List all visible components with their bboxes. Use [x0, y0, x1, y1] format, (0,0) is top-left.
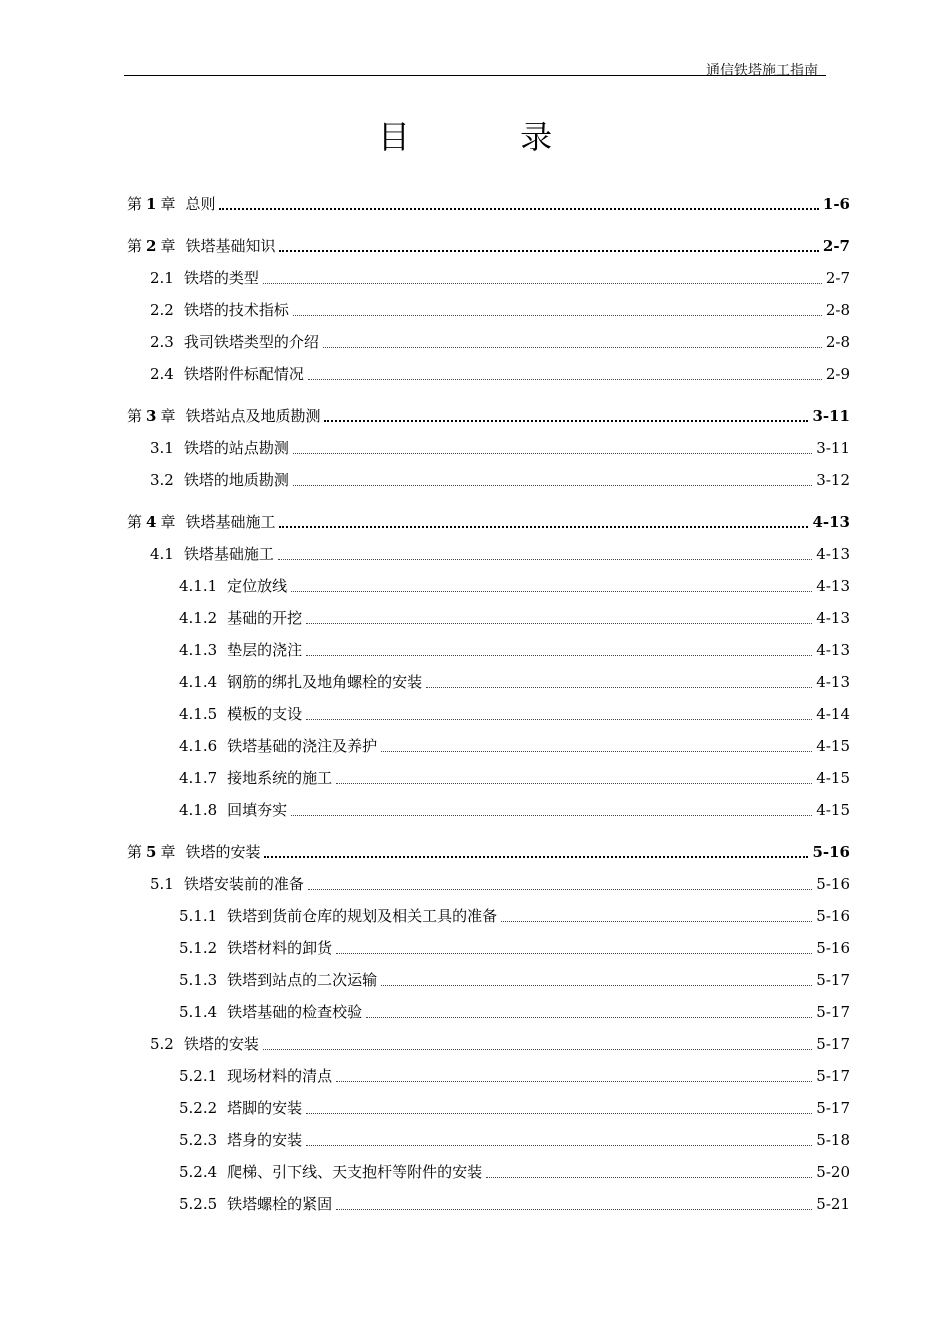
toc-entry[interactable] [150, 542, 850, 564]
toc-entry[interactable] [179, 702, 850, 724]
toc-entry-number: 5.1 [150, 875, 174, 893]
toc-entry-title: 塔身的安装 [227, 1131, 303, 1149]
toc-entry-page: 5-17 [816, 971, 850, 989]
dot-leader [308, 379, 822, 380]
dot-leader [291, 591, 812, 592]
toc-entry[interactable] [179, 734, 850, 756]
toc-entry-page: 5-17 [816, 1099, 850, 1117]
dot-leader [279, 526, 808, 528]
toc-entry-page: 4-15 [816, 801, 850, 819]
toc-entry-page: 5-18 [816, 1131, 850, 1149]
toc-entry[interactable] [127, 404, 850, 426]
toc-entry-page: 2-7 [822, 237, 850, 255]
dot-leader [486, 1177, 812, 1178]
toc-entry[interactable] [179, 670, 850, 692]
chapter-suffix: 章 [160, 237, 176, 255]
toc-entry-title: 塔脚的安装 [227, 1099, 303, 1117]
toc-entry-title: 定位放线 [227, 577, 288, 595]
dot-leader [501, 921, 812, 922]
toc-entry-number: 4.1.4 [179, 673, 218, 691]
dot-leader [279, 250, 818, 252]
toc-entry-number: 5.2.5 [179, 1195, 218, 1213]
chapter-prefix: 第 [127, 237, 143, 255]
chapter-prefix: 第 [127, 513, 143, 531]
toc-entry-title: 回填夯实 [227, 801, 288, 819]
toc-entry[interactable] [179, 904, 850, 926]
toc-entry-title: 铁塔的站点勘测 [183, 439, 289, 457]
toc-entry-number [127, 842, 175, 862]
toc-entry[interactable] [127, 510, 850, 532]
toc-entry-page: 2-7 [825, 269, 850, 287]
toc-entry[interactable] [179, 936, 850, 958]
toc-entry-page: 3-12 [816, 471, 850, 489]
toc-entry-title: 铁塔的地质勘测 [183, 471, 289, 489]
toc-entry[interactable] [179, 1128, 850, 1150]
toc-entry-title: 基础的开挖 [227, 609, 303, 627]
toc-entry-number: 2.3 [150, 333, 174, 351]
toc-entry[interactable] [150, 298, 850, 320]
dot-leader [291, 815, 812, 816]
toc-entry-page: 4-13 [816, 609, 850, 627]
toc-entry-number: 5.1.2 [179, 939, 218, 957]
chapter-number: 3 [146, 407, 157, 425]
toc-entry-page: 5-20 [816, 1163, 850, 1181]
toc-entry-title: 爬梯、引下线、天支抱杆等附件的安装 [227, 1163, 483, 1181]
toc-entry[interactable] [179, 1064, 850, 1086]
toc-entry-page: 4-15 [816, 737, 850, 755]
toc-entry-title: 现场材料的清点 [227, 1067, 333, 1085]
toc-entry-page: 1-6 [822, 195, 850, 213]
toc-entry-number: 5.2.3 [179, 1131, 218, 1149]
dot-leader [306, 1145, 812, 1146]
toc-entry-number [127, 194, 175, 214]
toc-entry-title: 钢筋的绑扎及地角螺栓的安装 [227, 673, 423, 691]
dot-leader [306, 1113, 812, 1114]
toc-entry[interactable] [127, 840, 850, 862]
dot-leader [366, 1017, 812, 1018]
toc-entry-number: 5.1.4 [179, 1003, 218, 1021]
toc-entry-title: 铁塔到站点的二次运输 [227, 971, 378, 989]
toc-entry-title: 总则 [185, 195, 216, 213]
toc-entry[interactable] [179, 1096, 850, 1118]
toc-entry-number: 3.1 [150, 439, 174, 457]
chapter-prefix: 第 [127, 195, 143, 213]
toc-entry[interactable] [150, 330, 850, 352]
toc-entry-title: 接地系统的施工 [227, 769, 333, 787]
toc-entry[interactable] [179, 1000, 850, 1022]
toc-entry-page: 3-11 [812, 407, 850, 425]
toc-entry-page: 5-17 [816, 1035, 850, 1053]
dot-leader [381, 751, 812, 752]
toc-entry[interactable] [150, 436, 850, 458]
toc-entry-page: 2-8 [825, 333, 850, 351]
dot-leader [426, 687, 812, 688]
dot-leader [336, 953, 812, 954]
toc-entry-page: 5-16 [812, 843, 850, 861]
toc-entry[interactable] [150, 1032, 850, 1054]
toc-entry[interactable] [150, 872, 850, 894]
dot-leader [306, 719, 812, 720]
toc-entry-title: 铁塔的类型 [183, 269, 259, 287]
toc-entry-title: 铁塔基础施工 [185, 513, 276, 531]
toc-entry-page: 2-8 [825, 301, 850, 319]
chapter-suffix: 章 [160, 195, 176, 213]
toc-entry-title: 铁塔基础的检查校验 [227, 1003, 363, 1021]
toc-entry[interactable] [179, 1160, 850, 1182]
toc-entry-number: 4.1.8 [179, 801, 218, 819]
toc-entry[interactable] [179, 606, 850, 628]
toc-entry-title: 铁塔的安装 [183, 1035, 259, 1053]
toc-entry-page: 5-16 [816, 875, 850, 893]
header-rule [124, 75, 826, 76]
toc-entry[interactable] [179, 766, 850, 788]
toc-entry-page: 5-16 [816, 907, 850, 925]
toc-entry-number: 4.1.1 [179, 577, 218, 595]
toc-entry-title: 铁塔基础施工 [183, 545, 274, 563]
toc-entry[interactable] [179, 968, 850, 990]
dot-leader [324, 420, 808, 422]
toc-entry[interactable] [150, 266, 850, 288]
toc-entry-title: 铁塔安装前的准备 [183, 875, 304, 893]
chapter-suffix: 章 [160, 407, 176, 425]
chapter-prefix: 第 [127, 407, 143, 425]
toc-entry-number: 5.1.3 [179, 971, 218, 989]
chapter-number: 5 [146, 843, 157, 861]
toc-entry-number: 2.4 [150, 365, 174, 383]
toc-entry-title: 铁塔的安装 [185, 843, 261, 861]
toc-entry-title: 铁塔基础的浇注及养护 [227, 737, 378, 755]
toc-entry-number [127, 236, 175, 256]
chapter-number: 2 [146, 237, 157, 255]
toc-entry-number: 5.2 [150, 1035, 174, 1053]
toc-entry[interactable] [179, 638, 850, 660]
toc-entry-title: 铁塔附件标配情况 [183, 365, 304, 383]
toc-entry-number: 2.1 [150, 269, 174, 287]
toc-entry-page: 4-15 [816, 769, 850, 787]
dot-leader [293, 453, 812, 454]
dot-leader [263, 1049, 812, 1050]
chapter-number: 4 [146, 513, 157, 531]
toc-entry-title: 模板的支设 [227, 705, 303, 723]
toc-entry[interactable] [179, 574, 850, 596]
toc-entry-page: 4-14 [816, 705, 850, 723]
toc-entry-number: 5.2.1 [179, 1067, 218, 1085]
toc-entry-page: 4-13 [812, 513, 850, 531]
chapter-prefix: 第 [127, 843, 143, 861]
toc-entry-page: 5-17 [816, 1003, 850, 1021]
toc-entry-page: 2-9 [825, 365, 850, 383]
dot-leader [336, 1209, 812, 1210]
toc-entry[interactable] [150, 468, 850, 490]
toc-entry-page: 3-11 [816, 439, 850, 457]
toc-entry[interactable] [179, 798, 850, 820]
toc-entry-number: 4.1.5 [179, 705, 218, 723]
toc-entry-number: 5.2.4 [179, 1163, 218, 1181]
toc-entry-page: 4-13 [816, 545, 850, 563]
toc-entry-title: 我司铁塔类型的介绍 [183, 333, 319, 351]
toc-entry[interactable] [127, 234, 850, 256]
toc-entry-title: 铁塔材料的卸货 [227, 939, 333, 957]
dot-leader [263, 283, 822, 284]
toc-entry-title: 垫层的浇注 [227, 641, 303, 659]
toc-entry-number: 4.1.6 [179, 737, 218, 755]
toc-entry[interactable] [150, 362, 850, 384]
toc-entry-title: 铁塔站点及地质勘测 [185, 407, 321, 425]
toc-entry[interactable] [179, 1192, 850, 1214]
dot-leader [264, 856, 808, 858]
page-title: 目 录 [377, 118, 603, 156]
toc-entry-page: 4-13 [816, 641, 850, 659]
toc-entry[interactable] [127, 192, 850, 214]
toc-entry-page: 5-21 [816, 1195, 850, 1213]
dot-leader [336, 783, 812, 784]
toc-entry-title: 铁塔螺栓的紧固 [227, 1195, 333, 1213]
toc-entry-number: 4.1.3 [179, 641, 218, 659]
dot-leader [219, 208, 818, 210]
toc-entry-page: 5-16 [816, 939, 850, 957]
toc-entry-title: 铁塔的技术指标 [183, 301, 289, 319]
dot-leader [293, 485, 812, 486]
dot-leader [306, 655, 812, 656]
toc-entry-number: 5.2.2 [179, 1099, 218, 1117]
dot-leader [323, 347, 822, 348]
toc-entry-number: 4.1.2 [179, 609, 218, 627]
chapter-suffix: 章 [160, 513, 176, 531]
dot-leader [308, 889, 812, 890]
toc-entry-number [127, 406, 175, 426]
chapter-suffix: 章 [160, 843, 176, 861]
toc-entry-page: 4-13 [816, 673, 850, 691]
toc-entry-number: 2.2 [150, 301, 174, 319]
dot-leader [293, 315, 822, 316]
toc-entry-number: 3.2 [150, 471, 174, 489]
chapter-number: 1 [146, 195, 157, 213]
toc-entry-number: 4.1.7 [179, 769, 218, 787]
toc-entry-page: 5-17 [816, 1067, 850, 1085]
toc-entry-number [127, 512, 175, 532]
toc-entry-title: 铁塔到货前仓库的规划及相关工具的准备 [227, 907, 498, 925]
toc-entry-title: 铁塔基础知识 [185, 237, 276, 255]
dot-leader [306, 623, 812, 624]
running-header: 通信铁塔施工指南 [706, 63, 818, 79]
dot-leader [336, 1081, 812, 1082]
toc-entry-page: 4-13 [816, 577, 850, 595]
toc-entry-number: 5.1.1 [179, 907, 218, 925]
dot-leader [381, 985, 812, 986]
dot-leader [278, 559, 812, 560]
toc-entry-number: 4.1 [150, 545, 174, 563]
